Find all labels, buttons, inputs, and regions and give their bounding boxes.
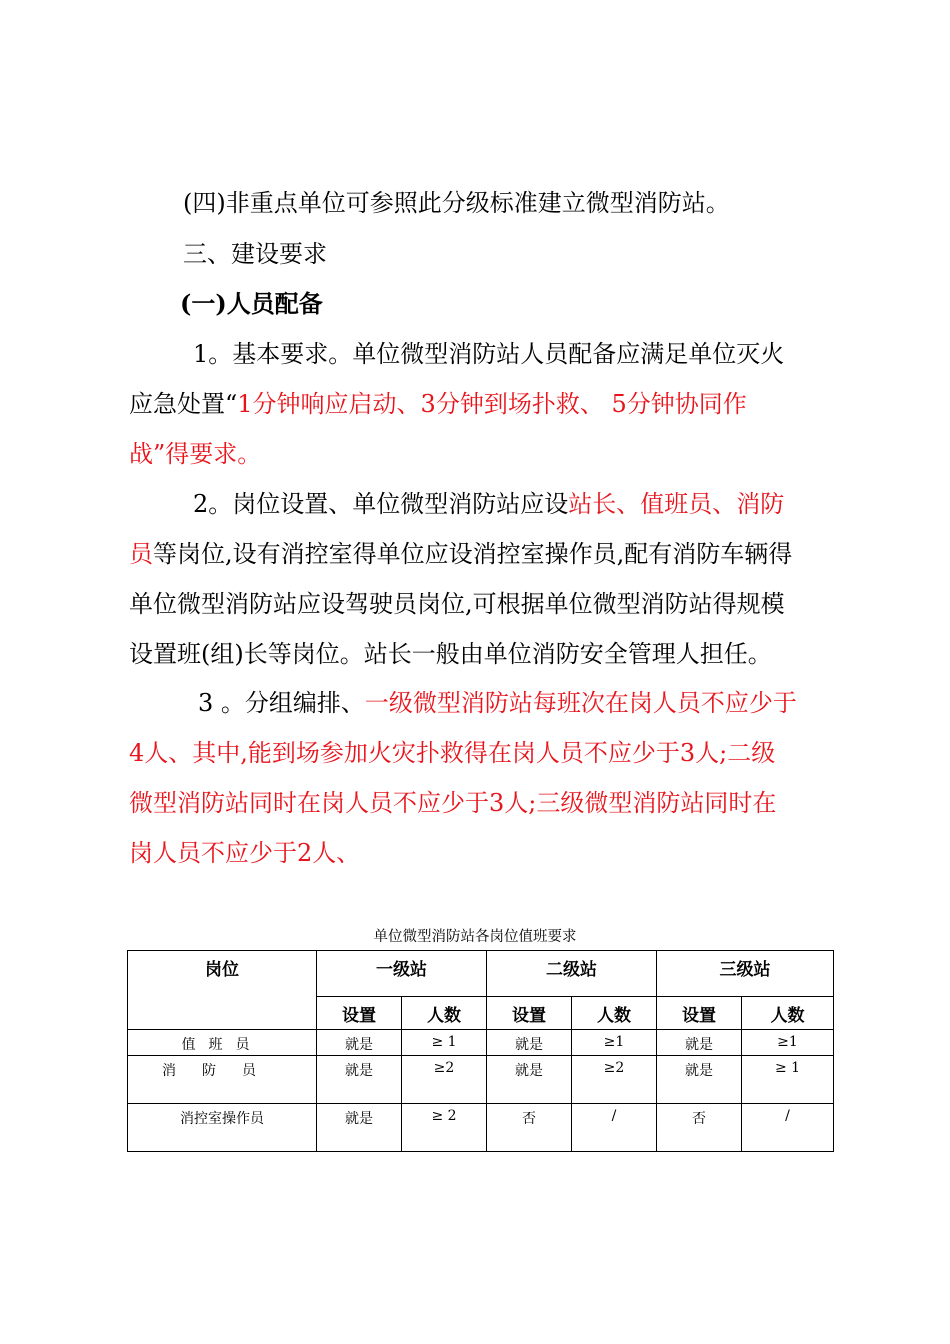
table-cell: / xyxy=(572,1104,657,1152)
table-cell: 就是 xyxy=(657,1056,742,1104)
table-cell: 就是 xyxy=(487,1030,572,1056)
paragraph-p4: (四)非重点单位可参照此分级标准建立微型消防站。 xyxy=(183,189,730,217)
table-cell: ≥1 xyxy=(572,1030,657,1056)
item2-line1: 2。岗位设置、单位微型消防站应设站长、值班员、消防 xyxy=(193,490,785,518)
table-row xyxy=(128,1104,834,1152)
item1-line1: 1。基本要求。单位微型消防站人员配备应满足单位灭火 xyxy=(193,340,785,368)
table-cell: ≥ 2 xyxy=(402,1104,487,1152)
item1-line3: 战”得要求。 xyxy=(129,440,262,468)
table-cell: ≥2 xyxy=(572,1056,657,1104)
section-heading: 三、建设要求 xyxy=(183,240,327,268)
item1-line2: 应急处置“1分钟响应启动、3分钟到场扑救、 5分钟协同作 xyxy=(129,390,747,418)
item2-line4: 设置班(组)长等岗位。站长一般由单位消防安全管理人担任。 xyxy=(129,640,772,668)
row-post: 消控室操作员 xyxy=(128,1104,317,1152)
table-cell: 就是 xyxy=(317,1030,402,1056)
table-cell: 就是 xyxy=(317,1104,402,1152)
table-cell: 否 xyxy=(487,1104,572,1152)
header-post: 岗位 xyxy=(128,951,317,1030)
table-cell: ≥ 1 xyxy=(402,1030,487,1056)
item3-line1: 3 。分组编排、一级微型消防站每班次在岗人员不应少于 xyxy=(198,689,797,717)
item3-line2: 4人、其中,能到场参加火灾扑救得在岗人员不应少于3人;二级 xyxy=(129,739,776,767)
table-row xyxy=(128,1056,834,1104)
subsection-heading: (一)人员配备 xyxy=(180,289,323,318)
duty-table xyxy=(127,950,834,1152)
header-count: 人数 xyxy=(742,997,834,1030)
header-setup: 设置 xyxy=(657,997,742,1030)
table-cell: 就是 xyxy=(487,1056,572,1104)
item1-emphasis: 1分钟响应启动、3分钟到场扑救、 5分钟协同作 xyxy=(237,390,747,418)
header-setup: 设置 xyxy=(487,997,572,1030)
header-count: 人数 xyxy=(402,997,487,1030)
item3-line3: 微型消防站同时在岗人员不应少于3人;三级微型消防站同时在 xyxy=(129,789,777,817)
header-count: 人数 xyxy=(572,997,657,1030)
table-cell: 就是 xyxy=(317,1056,402,1104)
item2-line2: 员等岗位,设有消控室得单位应设消控室操作员,配有消防车辆得 xyxy=(129,540,793,568)
table-cell: / xyxy=(742,1104,834,1152)
table-cell: ≥ 1 xyxy=(742,1056,834,1104)
table-cell: ≥2 xyxy=(402,1056,487,1104)
table-cell: ≥1 xyxy=(742,1030,834,1056)
row-post: 值班员 xyxy=(128,1030,317,1056)
item3-emphasis: 一级微型消防站每班次在岗人员不应少于 xyxy=(364,689,797,717)
table-cell: 就是 xyxy=(657,1030,742,1056)
table-row xyxy=(128,1030,834,1056)
row-post: 消防员 xyxy=(128,1056,317,1104)
item3-line4: 岗人员不应少于2人、 xyxy=(129,839,361,867)
header-level-3: 三级站 xyxy=(657,951,834,997)
header-level-2: 二级站 xyxy=(487,951,657,997)
item2-line3: 单位微型消防站应设驾驶员岗位,可根据单位微型消防站得规模 xyxy=(129,590,785,618)
header-level-1: 一级站 xyxy=(317,951,487,997)
table-caption: 单位微型消防站各岗位值班要求 xyxy=(373,929,577,945)
header-setup: 设置 xyxy=(317,997,402,1030)
item2-emphasis: 站长、值班员、消防 xyxy=(568,490,785,518)
table-cell: 否 xyxy=(657,1104,742,1152)
